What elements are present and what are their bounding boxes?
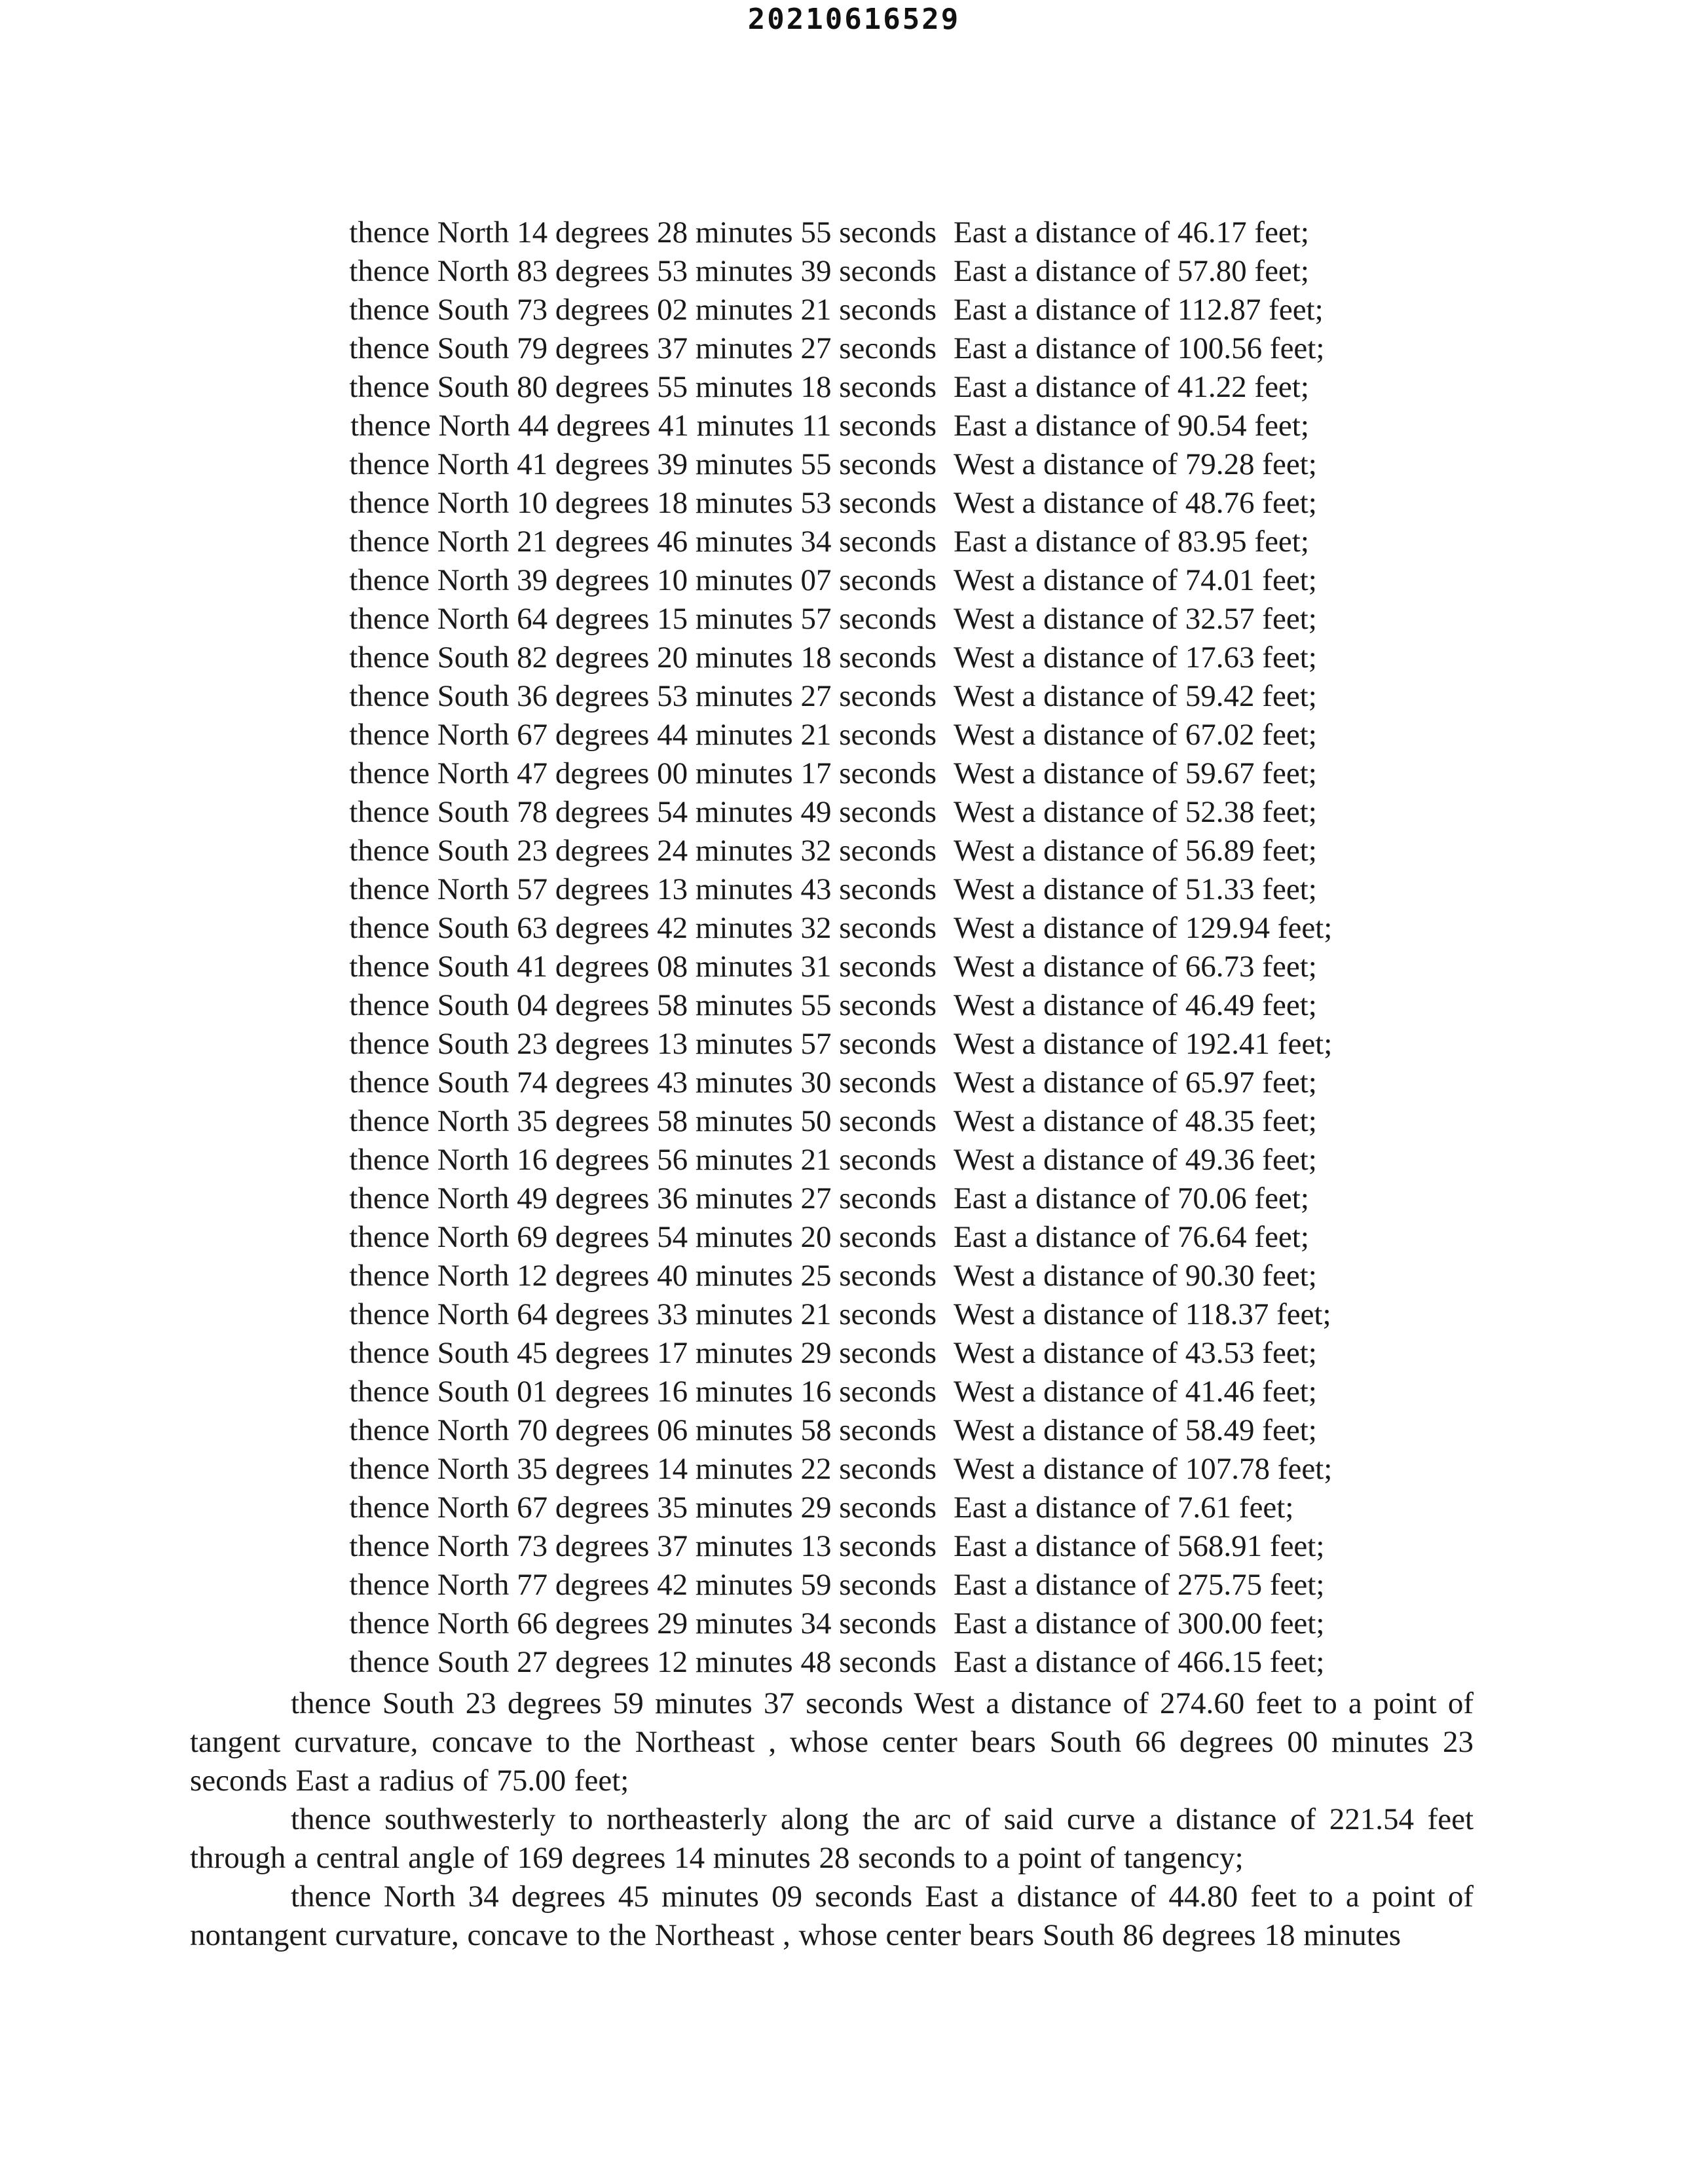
course-row xyxy=(0,1295,1708,1334)
course-bearing: thence South 23 degrees 24 minutes 32 seconds xyxy=(349,834,937,868)
course-distance: West a distance of 56.89 feet; xyxy=(954,834,1317,868)
course-bearing: thence North 10 degrees 18 minutes 53 seconds xyxy=(349,486,937,520)
course-row xyxy=(0,870,1708,909)
course-distance: East a distance of 90.54 feet; xyxy=(954,409,1309,443)
course-distance: West a distance of 49.36 feet; xyxy=(954,1143,1317,1177)
course-distance: East a distance of 70.06 feet; xyxy=(954,1181,1309,1215)
course-bearing: thence North 47 degrees 00 minutes 17 seconds xyxy=(349,756,937,790)
document-number: 20210616529 xyxy=(747,3,961,36)
course-bearing: thence North 14 degrees 28 minutes 55 seconds xyxy=(349,215,937,250)
course-row xyxy=(0,1566,1708,1604)
course-distance: West a distance of 66.73 feet; xyxy=(954,950,1317,984)
course-row xyxy=(0,1025,1708,1064)
course-bearing: thence North 66 degrees 29 minutes 34 seconds xyxy=(349,1606,937,1641)
course-distance: West a distance of 43.53 feet; xyxy=(954,1336,1317,1370)
legal-description-paragraphs xyxy=(190,1684,1474,1955)
course-row xyxy=(0,1218,1708,1257)
course-row xyxy=(0,561,1708,600)
course-bearing: thence North 83 degrees 53 minutes 39 seconds xyxy=(349,254,937,288)
course-distance: West a distance of 129.94 feet; xyxy=(954,911,1333,945)
course-row xyxy=(0,716,1708,754)
course-row xyxy=(0,329,1708,368)
course-distance: West a distance of 58.49 feet; xyxy=(954,1413,1317,1447)
course-distance: West a distance of 59.67 feet; xyxy=(954,756,1317,790)
paragraph-nontangent-curve: thence North 34 degrees 45 minutes 09 seconds East a distance of 44.80 feet to a point of nontangent curvature, concave to the Northeast , whose center bears South 86 degrees 18 minutes xyxy=(190,1880,1474,1952)
course-distance: East a distance of 466.15 feet; xyxy=(954,1645,1325,1679)
course-distance: East a distance of 100.56 feet; xyxy=(954,331,1325,365)
course-row xyxy=(0,909,1708,948)
course-bearing: thence North 41 degrees 39 minutes 55 seconds xyxy=(349,447,937,481)
paragraph-curve-start: thence South 23 degrees 59 minutes 37 seconds West a distance of 274.60 feet to a point of tangent curvature, concave to the Northeast , whose center bears South 66 degrees 00 minutes 23 seconds East a radius of 75.00 feet; xyxy=(190,1686,1474,1798)
course-bearing: thence North 39 degrees 10 minutes 07 seconds xyxy=(349,563,937,597)
course-bearing: thence South 36 degrees 53 minutes 27 seconds xyxy=(349,679,937,713)
course-distance: East a distance of 568.91 feet; xyxy=(954,1529,1325,1563)
course-row xyxy=(0,1257,1708,1295)
course-row xyxy=(0,1334,1708,1373)
course-row xyxy=(0,986,1708,1025)
course-bearing: thence North 21 degrees 46 minutes 34 seconds xyxy=(349,525,937,559)
course-bearing: thence South 01 degrees 16 minutes 16 seconds xyxy=(349,1375,937,1409)
course-row xyxy=(0,600,1708,639)
course-distance: West a distance of 192.41 feet; xyxy=(954,1027,1333,1061)
course-distance: East a distance of 41.22 feet; xyxy=(954,370,1309,404)
course-bearing: thence South 41 degrees 08 minutes 31 seconds xyxy=(349,950,937,984)
course-bearing: thence North 57 degrees 13 minutes 43 seconds xyxy=(349,872,937,906)
course-list xyxy=(0,213,1708,1682)
course-bearing: thence North 35 degrees 14 minutes 22 seconds xyxy=(349,1452,937,1486)
course-bearing: thence North 67 degrees 44 minutes 21 seconds xyxy=(349,718,937,752)
course-bearing: thence North 12 degrees 40 minutes 25 seconds xyxy=(349,1259,937,1293)
course-distance: East a distance of 46.17 feet; xyxy=(954,215,1309,250)
course-bearing: thence South 27 degrees 12 minutes 48 seconds xyxy=(349,1645,937,1679)
course-bearing: thence South 23 degrees 13 minutes 57 seconds xyxy=(349,1027,937,1061)
course-bearing: thence North 67 degrees 35 minutes 29 seconds xyxy=(349,1491,937,1525)
course-distance: West a distance of 48.76 feet; xyxy=(954,486,1317,520)
course-distance: West a distance of 52.38 feet; xyxy=(954,795,1317,829)
course-row xyxy=(0,213,1708,252)
course-row xyxy=(0,484,1708,523)
course-row xyxy=(0,948,1708,986)
course-distance: West a distance of 67.02 feet; xyxy=(954,718,1317,752)
course-distance: West a distance of 51.33 feet; xyxy=(954,872,1317,906)
course-row xyxy=(0,754,1708,793)
course-bearing: thence South 79 degrees 37 minutes 27 seconds xyxy=(349,331,937,365)
course-bearing: thence South 63 degrees 42 minutes 32 seconds xyxy=(349,911,937,945)
course-bearing: thence North 69 degrees 54 minutes 20 seconds xyxy=(349,1220,937,1254)
course-distance: West a distance of 48.35 feet; xyxy=(954,1104,1317,1138)
course-row xyxy=(0,1527,1708,1566)
course-bearing: thence North 64 degrees 33 minutes 21 seconds xyxy=(349,1297,937,1331)
course-row xyxy=(0,1064,1708,1102)
course-distance: West a distance of 90.30 feet; xyxy=(954,1259,1317,1293)
course-row xyxy=(0,1604,1708,1643)
course-distance: West a distance of 107.78 feet; xyxy=(954,1452,1333,1486)
course-bearing: thence South 45 degrees 17 minutes 29 seconds xyxy=(349,1336,937,1370)
course-row xyxy=(0,1102,1708,1141)
course-distance: West a distance of 65.97 feet; xyxy=(954,1066,1317,1100)
paragraph-arc: thence southwesterly to northeasterly along the arc of said curve a distance of 221.54 feet through a central angle of 169 degrees 14 minutes 28 seconds to a point of tangency; xyxy=(190,1802,1474,1875)
course-distance: East a distance of 57.80 feet; xyxy=(954,254,1309,288)
course-row xyxy=(0,1141,1708,1179)
course-distance: West a distance of 41.46 feet; xyxy=(954,1375,1317,1409)
course-bearing: thence North 16 degrees 56 minutes 21 seconds xyxy=(349,1143,937,1177)
course-distance: West a distance of 46.49 feet; xyxy=(954,988,1317,1022)
course-row xyxy=(0,1489,1708,1527)
course-bearing: thence North 77 degrees 42 minutes 59 seconds xyxy=(349,1568,937,1602)
course-row xyxy=(0,407,1708,445)
course-row xyxy=(0,639,1708,677)
course-bearing: thence South 82 degrees 20 minutes 18 seconds xyxy=(349,640,937,675)
course-distance: East a distance of 275.75 feet; xyxy=(954,1568,1325,1602)
course-bearing: thence North 44 degrees 41 minutes 11 seconds xyxy=(350,409,937,443)
course-row xyxy=(0,793,1708,832)
course-bearing: thence North 70 degrees 06 minutes 58 seconds xyxy=(349,1413,937,1447)
course-distance: West a distance of 32.57 feet; xyxy=(954,602,1317,636)
course-distance: East a distance of 7.61 feet; xyxy=(954,1491,1294,1525)
course-bearing: thence North 49 degrees 36 minutes 27 seconds xyxy=(349,1181,937,1215)
course-bearing: thence South 78 degrees 54 minutes 49 seconds xyxy=(349,795,937,829)
course-row xyxy=(0,445,1708,484)
course-distance: West a distance of 79.28 feet; xyxy=(954,447,1317,481)
course-row xyxy=(0,832,1708,870)
course-row xyxy=(0,1450,1708,1489)
course-row xyxy=(0,523,1708,561)
course-distance: West a distance of 74.01 feet; xyxy=(954,563,1317,597)
course-distance: West a distance of 17.63 feet; xyxy=(954,640,1317,675)
course-distance: East a distance of 300.00 feet; xyxy=(954,1606,1325,1641)
course-distance: East a distance of 112.87 feet; xyxy=(954,293,1324,327)
course-row xyxy=(0,1411,1708,1450)
course-row xyxy=(0,1373,1708,1411)
course-row xyxy=(0,252,1708,291)
course-bearing: thence South 80 degrees 55 minutes 18 seconds xyxy=(349,370,937,404)
course-row xyxy=(0,291,1708,329)
course-distance: West a distance of 118.37 feet; xyxy=(954,1297,1331,1331)
course-row xyxy=(0,1179,1708,1218)
course-distance: East a distance of 83.95 feet; xyxy=(954,525,1309,559)
course-bearing: thence North 64 degrees 15 minutes 57 seconds xyxy=(349,602,937,636)
course-bearing: thence South 74 degrees 43 minutes 30 seconds xyxy=(349,1066,937,1100)
course-row xyxy=(0,368,1708,407)
course-bearing: thence North 35 degrees 58 minutes 50 seconds xyxy=(349,1104,937,1138)
course-distance: East a distance of 76.64 feet; xyxy=(954,1220,1309,1254)
course-bearing: thence South 73 degrees 02 minutes 21 seconds xyxy=(349,293,937,327)
course-bearing: thence South 04 degrees 58 minutes 55 seconds xyxy=(349,988,937,1022)
course-row xyxy=(0,1643,1708,1682)
course-row xyxy=(0,677,1708,716)
course-bearing: thence North 73 degrees 37 minutes 13 seconds xyxy=(349,1529,937,1563)
course-distance: West a distance of 59.42 feet; xyxy=(954,679,1317,713)
